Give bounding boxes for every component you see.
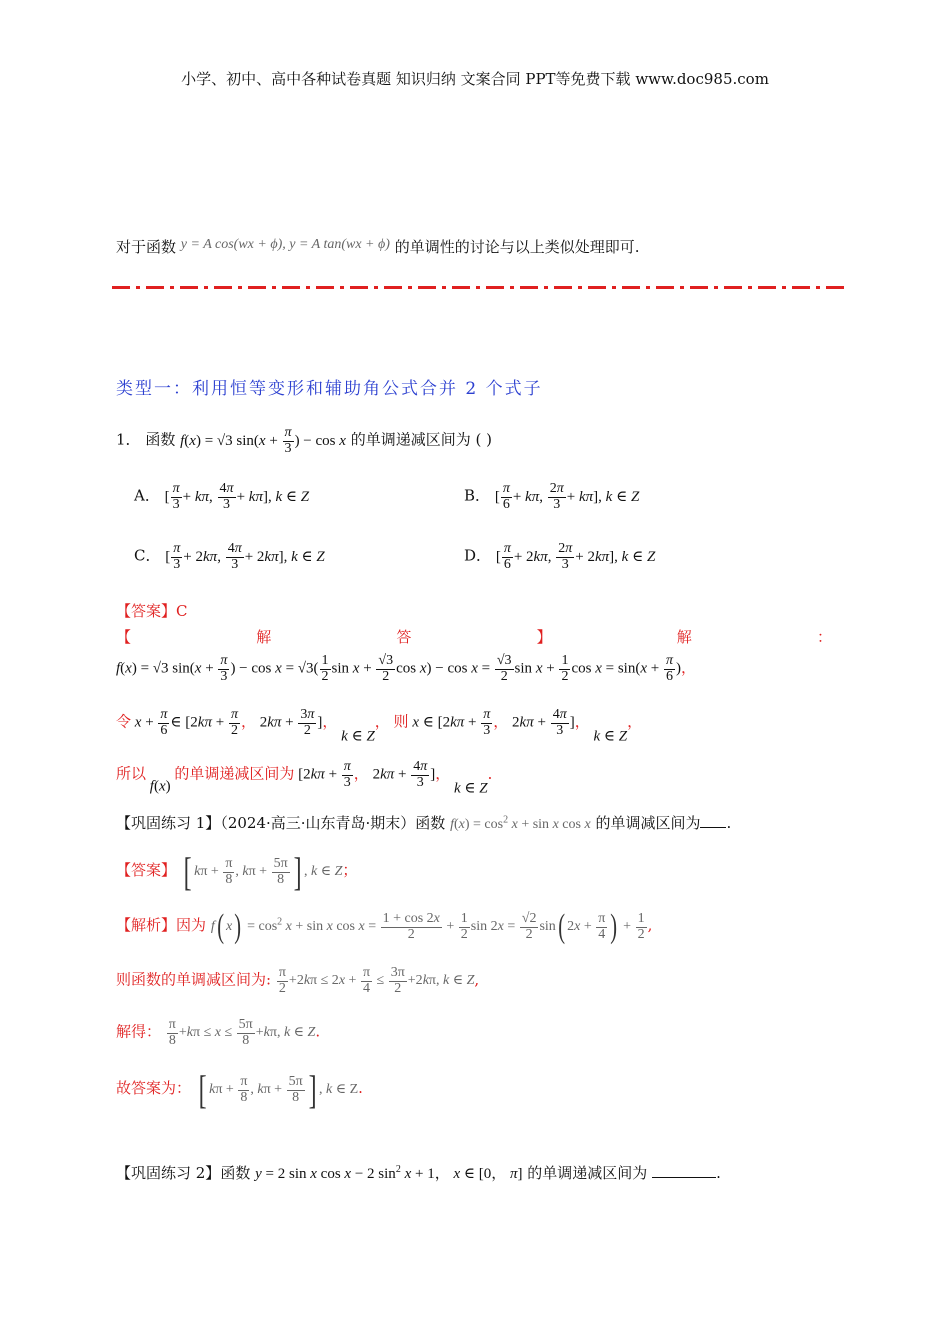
ex1-answer-label: 【答案】 xyxy=(116,861,177,880)
option-a[interactable] xyxy=(134,482,309,512)
let-word: 令 xyxy=(116,714,132,731)
intro-suffix: 的单调性的讨论与以上类似处理即可. xyxy=(394,238,640,256)
option-a-content: [ $\frac{\pi}{3}$ + kπ, $\frac{4\pi}{3}$ + kπ], k ∈ Z xyxy=(164,481,310,512)
option-c-label: C． xyxy=(134,546,161,565)
section-title: 类型一：利用恒等变形和辅助角公式合并 2 个式子 xyxy=(116,379,543,399)
option-d[interactable] xyxy=(464,542,655,572)
ex1-answer: 【答案】 [ kπ + $\frac{\pi}{8}$ , kπ + $\frac{5\pi}{8}$ ] , k ∈ Z； xyxy=(116,849,358,894)
ex1-label: 【巩固练习 1】 xyxy=(116,814,221,832)
ex1-line2-prefix: 则函数的单调减区间为: xyxy=(116,970,272,989)
analysis-char-5: 解 xyxy=(676,628,692,646)
ex1-stem: 【巩固练习 1】（2024·高三·山东青岛·期末）函数 $f(x) = \cos^2 x + \sin x$ cos x 的单调减区间为 . xyxy=(116,814,732,832)
ex2-stem-suffix: 的单调递减区间为 xyxy=(527,1164,648,1182)
q1-paren: ( ) xyxy=(475,430,492,449)
ex1-analysis-label: 【解析】 xyxy=(116,916,177,935)
then-word: 则 xyxy=(393,714,409,731)
ex1-source: （2024·高三·山东青岛·期末） xyxy=(220,814,416,832)
analysis-char-6: ： xyxy=(816,628,832,646)
intro-line xyxy=(116,236,639,257)
q1-answer-label: 【答案】 xyxy=(116,602,177,620)
q1-stem-prefix: 函数 xyxy=(145,430,176,449)
ex2-function: y = 2 sin x cos x − 2 $\sin^2 x + 1$， x ∈ [0， π] xyxy=(255,1164,523,1182)
option-b[interactable] xyxy=(464,482,639,512)
option-c[interactable] xyxy=(134,542,325,572)
q1-answer-value: C xyxy=(176,602,188,620)
dash-dot-divider xyxy=(112,286,850,289)
page-header: 小学、初中、高中各种试卷真题 知识归纳 文案合同 PPT等免费下载 www.doc985.com xyxy=(181,70,769,88)
intro-prefix: 对于函数 xyxy=(116,238,177,256)
analysis-char-2: 解 xyxy=(256,628,272,646)
q1-so-line: 所以 f(x) 的单调递减区间为 [2kπ + $\frac{\pi}{3}$ ， 2kπ + $\frac{4\pi}{3}$ ]， k ∈ Z． xyxy=(116,759,503,797)
analysis-char-4: 】 xyxy=(536,628,552,646)
ex1-line3-prefix: 解得： xyxy=(116,1022,162,1041)
so-word: 所以 xyxy=(116,766,147,783)
ex1-answer-formula: [ kπ + $\frac{\pi}{8}$ , kπ + $\frac{5\pi}{8}$ ] , k ∈ Z xyxy=(183,849,343,894)
ex1-analysis: 【解析】因为 f( $x) = \cos^2 x + \sin x$ cos x = $\frac{1 + \cos 2x}{2}$ + $\frac{1}{2}$ sin 2x = $\frac{√2}{2}$ sin( 2x + $\frac{\pi}{4}$ ) + $\frac{1}{2}$ , xyxy=(116,908,653,945)
ex1-line4: 故答案为： [ kπ + $\frac{\pi}{8}$ , kπ + $\frac{5\pi}{8}$ ] , k ∈ Z. xyxy=(116,1067,363,1112)
q1-answer xyxy=(116,600,188,621)
ex2-stem: 【巩固练习 2】函数 y = 2 sin x cos x − 2 $\sin^2 x + 1$， x ∈ [0， π] 的单调递减区间为 . xyxy=(116,1164,721,1182)
ex1-stem-suffix: 的单调减区间为 xyxy=(595,814,701,832)
q1-let-line: 令 x + $\frac{\pi}{6}$ ∈ [2kπ + $\frac{\pi}{2}$ ， 2kπ + $\frac{3\pi}{2}$ ]， k ∈ Z， 则 x ∈ [2kπ + $\frac{\pi}{3}$ ， 2kπ + $\frac{4\pi}{3}$ ]， k ∈ Z， xyxy=(116,707,643,745)
ex1-analysis-prefix: 因为 xyxy=(176,916,207,935)
option-d-label: D． xyxy=(464,546,492,565)
option-b-content: [ $\frac{\pi}{6}$ + kπ, $\frac{2\pi}{3}$ + kπ], k ∈ Z xyxy=(494,481,640,512)
option-b-label: B． xyxy=(464,486,491,505)
ex1-function: $f(x) = \cos^2 x + \sin x$ cos x xyxy=(450,814,591,832)
option-c-content: [ $\frac{\pi}{3}$ + 2kπ, $\frac{4\pi}{3}$ + 2kπ], k ∈ Z xyxy=(165,541,325,572)
ex1-line2: 则函数的单调减区间为: $\frac{\pi}{2}$ +2kπ ≤ 2x + $\frac{\pi}{4}$ ≤ $\frac{3\pi}{2}$ +2kπ, k ∈ Z, xyxy=(116,965,480,996)
ex2-label: 【巩固练习 2】 xyxy=(116,1164,221,1182)
so-mid: 的单调递减区间为 xyxy=(174,766,295,783)
q1-stem xyxy=(116,426,492,456)
q1-analysis-header xyxy=(116,626,832,647)
q1-function: f(x) = √3 sin(x + $\frac{\pi}{3}$ ) − cos x xyxy=(180,425,346,456)
option-d-content: [ $\frac{\pi}{6}$ + 2kπ, $\frac{2\pi}{3}$ + 2kπ], k ∈ Z xyxy=(495,541,656,572)
analysis-char-1: 【 xyxy=(116,628,132,646)
option-a-label: A． xyxy=(134,486,160,505)
ex1-line3: 解得： $\frac{\pi}{8}$ +kπ ≤ x ≤ $\frac{5\pi}{8}$ +kπ, k ∈ Z. xyxy=(116,1017,321,1048)
ex1-blank[interactable] xyxy=(700,827,726,828)
q1-stem-suffix: 的单调递减区间为 xyxy=(350,430,471,449)
intro-formula: y = A cos(wx + ϕ), y = A tan(wx + ϕ) xyxy=(180,237,390,252)
ex2-blank[interactable] xyxy=(652,1177,716,1178)
q1-number: 1． xyxy=(116,430,141,449)
ex1-stem-prefix: 函数 xyxy=(415,814,446,832)
ex2-stem-prefix: 函数 xyxy=(220,1164,251,1182)
q1-derivation: f(x) = √3 sin(x + $\frac{\pi}{3}$ ) − cos x = √3( $\frac{1}{2}$ sin x + $\frac{√3}{2}$ cos x) − cos x = $\frac{√3}{2}$ sin x + $\frac{1}{2}$ cos x = sin(x + $\frac{\pi}{6}$ )， xyxy=(116,653,697,684)
ex1-line4-prefix: 故答案为： xyxy=(116,1079,192,1098)
analysis-char-3: 答 xyxy=(396,628,412,646)
